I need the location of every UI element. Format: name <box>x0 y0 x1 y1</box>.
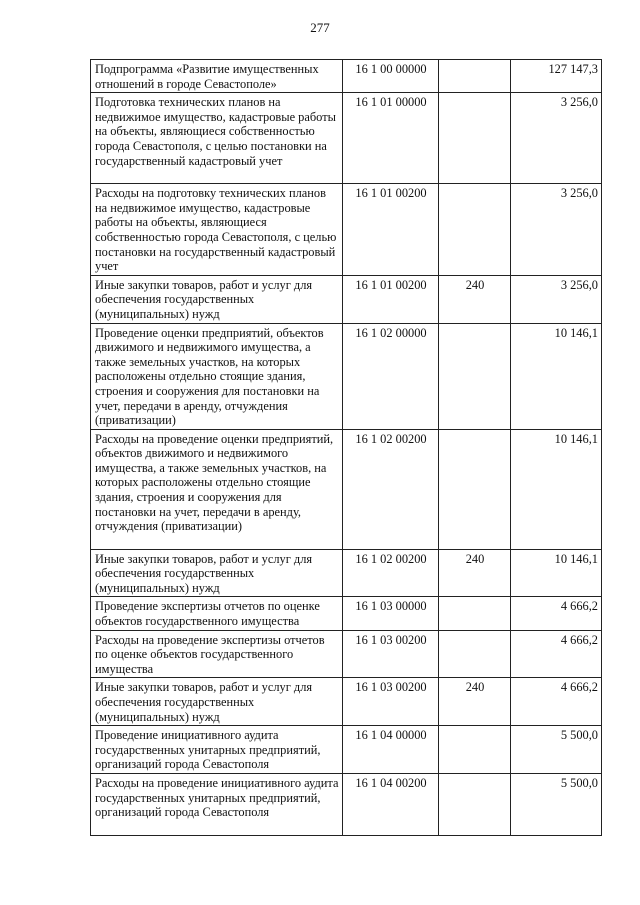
row-code: 16 1 03 00000 <box>343 597 439 630</box>
table-row <box>91 549 602 597</box>
row-expense-type: 240 <box>439 275 511 323</box>
row-expense-type <box>439 774 511 836</box>
row-sum: 4 666,2 <box>511 630 602 678</box>
row-expense-type <box>439 429 511 549</box>
table-row <box>91 93 602 184</box>
row-name: Расходы на проведение инициативного аудита государственных унитарных предприятий, организаций города Севастополя <box>91 774 343 836</box>
table-row <box>91 774 602 836</box>
row-sum: 5 500,0 <box>511 726 602 774</box>
row-expense-type: 240 <box>439 549 511 597</box>
row-name: Иные закупки товаров, работ и услуг для обеспечения государственных (муниципальных) нужд <box>91 678 343 726</box>
row-sum: 3 256,0 <box>511 184 602 276</box>
row-name: Проведение инициативного аудита государственных унитарных предприятий, организаций города Севастополя <box>91 726 343 774</box>
row-sum: 10 146,1 <box>511 549 602 597</box>
table-row <box>91 597 602 630</box>
row-sum: 4 666,2 <box>511 597 602 630</box>
row-sum: 10 146,1 <box>511 323 602 429</box>
table-row <box>91 184 602 276</box>
row-name: Расходы на проведение экспертизы отчетов по оценке объектов государственного имущества <box>91 630 343 678</box>
table-row <box>91 630 602 678</box>
row-name: Проведение оценки предприятий, объектов движимого и недвижимого имущества, а также земельных участков, на которых расположены отдельно стоящие здания, строения и сооружения для постановки на учет, передачи в аренду, отчуждения (приватизации) <box>91 323 343 429</box>
table-row <box>91 323 602 429</box>
table-row <box>91 678 602 726</box>
table-row <box>91 429 602 549</box>
row-name: Иные закупки товаров, работ и услуг для обеспечения государственных (муниципальных) нужд <box>91 549 343 597</box>
row-sum: 5 500,0 <box>511 774 602 836</box>
table-row <box>91 726 602 774</box>
row-name: Проведение экспертизы отчетов по оценке объектов государственного имущества <box>91 597 343 630</box>
row-code: 16 1 03 00200 <box>343 630 439 678</box>
row-code: 16 1 01 00200 <box>343 184 439 276</box>
row-code: 16 1 01 00200 <box>343 275 439 323</box>
row-sum: 3 256,0 <box>511 93 602 184</box>
row-expense-type <box>439 93 511 184</box>
row-code: 16 1 04 00200 <box>343 774 439 836</box>
row-code: 16 1 02 00200 <box>343 549 439 597</box>
budget-table <box>90 59 602 836</box>
row-code: 16 1 02 00200 <box>343 429 439 549</box>
row-expense-type <box>439 630 511 678</box>
row-expense-type <box>439 597 511 630</box>
row-sum: 3 256,0 <box>511 275 602 323</box>
row-sum: 10 146,1 <box>511 429 602 549</box>
row-expense-type: 240 <box>439 678 511 726</box>
row-expense-type <box>439 184 511 276</box>
row-code: 16 1 04 00000 <box>343 726 439 774</box>
row-code: 16 1 02 00000 <box>343 323 439 429</box>
row-code: 16 1 00 00000 <box>343 60 439 93</box>
row-code: 16 1 01 00000 <box>343 93 439 184</box>
row-expense-type <box>439 323 511 429</box>
row-name: Подпрограмма «Развитие имущественных отношений в городе Севастополе» <box>91 60 343 93</box>
table-row <box>91 60 602 93</box>
table-row <box>91 275 602 323</box>
row-expense-type <box>439 726 511 774</box>
row-expense-type <box>439 60 511 93</box>
row-code: 16 1 03 00200 <box>343 678 439 726</box>
page-number: 277 <box>310 20 330 35</box>
row-name: Расходы на подготовку технических планов на недвижимое имущество, кадастровые работы на объекты, являющиеся собственностью города Севастополя, с целью постановки на государственный кадастровый учет <box>91 184 343 276</box>
row-sum: 4 666,2 <box>511 678 602 726</box>
row-name: Иные закупки товаров, работ и услуг для обеспечения государственных (муниципальных) нужд <box>91 275 343 323</box>
row-name: Подготовка технических планов на недвижимое имущество, кадастровые работы на объекты, являющиеся собственностью города Севастополя, с целью постановки на государственный кадастровый учет <box>91 93 343 184</box>
row-sum: 127 147,3 <box>511 60 602 93</box>
row-name: Расходы на проведение оценки предприятий, объектов движимого и недвижимого имущества, а также земельных участков, на которых расположены отдельно стоящие здания, строения и сооружения для постановки на учет, передачи в аренду, отчуждения (приватизации) <box>91 429 343 549</box>
